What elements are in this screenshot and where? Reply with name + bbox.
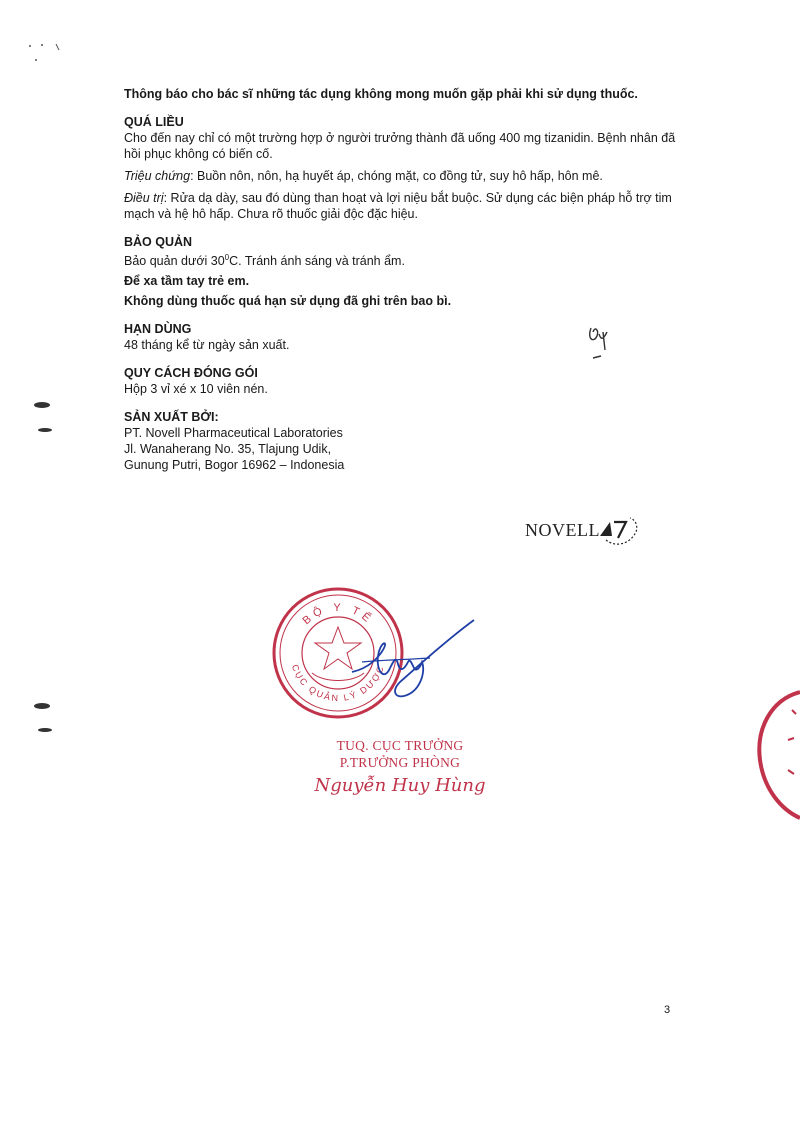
storage-text-after: C. Tránh ánh sáng và tránh ẩm. (229, 254, 405, 269)
scan-marks-graphic (22, 40, 72, 70)
storage-section (124, 234, 684, 309)
svg-text:CỤC QUẢN LÝ DƯỢC: CỤC QUẢN LÝ DƯỢC (289, 663, 387, 704)
manufacturer-line-1: PT. Novell Pharmaceutical Laboratories (124, 426, 343, 441)
degree-sup: 0 (224, 253, 230, 262)
packaging-section (124, 365, 684, 397)
svg-text:BỘ Y TẾ: BỘ Y TẾ (300, 601, 376, 628)
manufacturer-line-3: Gunung Putri, Bogor 16962 – Indonesia (124, 458, 345, 473)
punch-hole-mark (38, 728, 52, 732)
signatory-line-2: P.TRƯỞNG PHÒNG (339, 755, 461, 770)
treatment-text: : Rửa dạ dày, sau đó dùng than hoạt và lợi niệu bắt buộc. Sử dụng các biện pháp hỗ trợ tim mạch và hệ hô hấp. Chưa rõ thuốc giải độc đặc hiệu. (124, 191, 672, 221)
treatment-label: Điều trị (124, 191, 164, 205)
partial-seal-edge-icon (730, 690, 800, 820)
overdose-text: Cho đến nay chỉ có một trường hợp ở người trưởng thành đã uống 400 mg tizanidin. Bệnh nhân đã hồi phục không có biến cố. (124, 131, 676, 161)
novell-logo-text: NOVELL (525, 520, 600, 540)
page-number: 3 (664, 1004, 671, 1016)
signatory-line-1: TUQ. CỤC TRƯỞNG (336, 738, 464, 753)
punch-hole-mark (38, 428, 52, 432)
manufacturer-line-2: Jl. Wanaherang No. 35, Tlajung Udik, (124, 442, 332, 457)
scan-marks (22, 40, 72, 73)
signatory-name: Nguyễn Huy Hùng (314, 775, 486, 796)
storage-text-before: Bảo quản dưới 30 (124, 254, 225, 269)
storage-text (124, 250, 684, 269)
document-body (124, 86, 684, 473)
signature-icon (340, 612, 480, 712)
punch-hole-mark (34, 402, 50, 408)
manufacturer-heading: SẢN XUẤT BỞI: (124, 410, 219, 425)
packaging-text: Hộp 3 vỉ xé x 10 viên nén. (124, 382, 268, 397)
overdose-symptoms (124, 168, 684, 184)
overdose-section (124, 114, 684, 222)
overdose-treatment (124, 190, 684, 222)
shelf-life-text: 48 tháng kể từ ngày sản xuất. (124, 338, 290, 353)
storage-warning-expiry: Không dùng thuốc quá hạn sử dụng đã ghi trên bao bì. (124, 294, 452, 309)
overdose-heading: QUÁ LIỀU (124, 115, 184, 129)
packaging-heading: QUY CÁCH ĐÓNG GÓI (124, 366, 258, 381)
shelf-life-heading: HẠN DÙNG (124, 322, 192, 337)
storage-heading: BẢO QUẢN (124, 235, 193, 249)
handwritten-initials-icon (585, 320, 615, 365)
storage-warning-children: Để xa tầm tay trẻ em. (124, 274, 250, 289)
signatory-block (300, 737, 500, 796)
manufacturer-section (124, 409, 684, 473)
novell-logo-icon (596, 514, 642, 550)
intro-notice: Thông báo cho bác sĩ những tác dụng không mong muốn gặp phải khi sử dụng thuốc. (124, 87, 638, 101)
symptoms-label: Triệu chứng (124, 169, 191, 183)
symptoms-text: : Buồn nôn, nôn, hạ huyết áp, chóng mặt, co đồng tử, suy hô hấp, hôn mê. (190, 169, 603, 183)
punch-hole-mark (34, 703, 50, 709)
